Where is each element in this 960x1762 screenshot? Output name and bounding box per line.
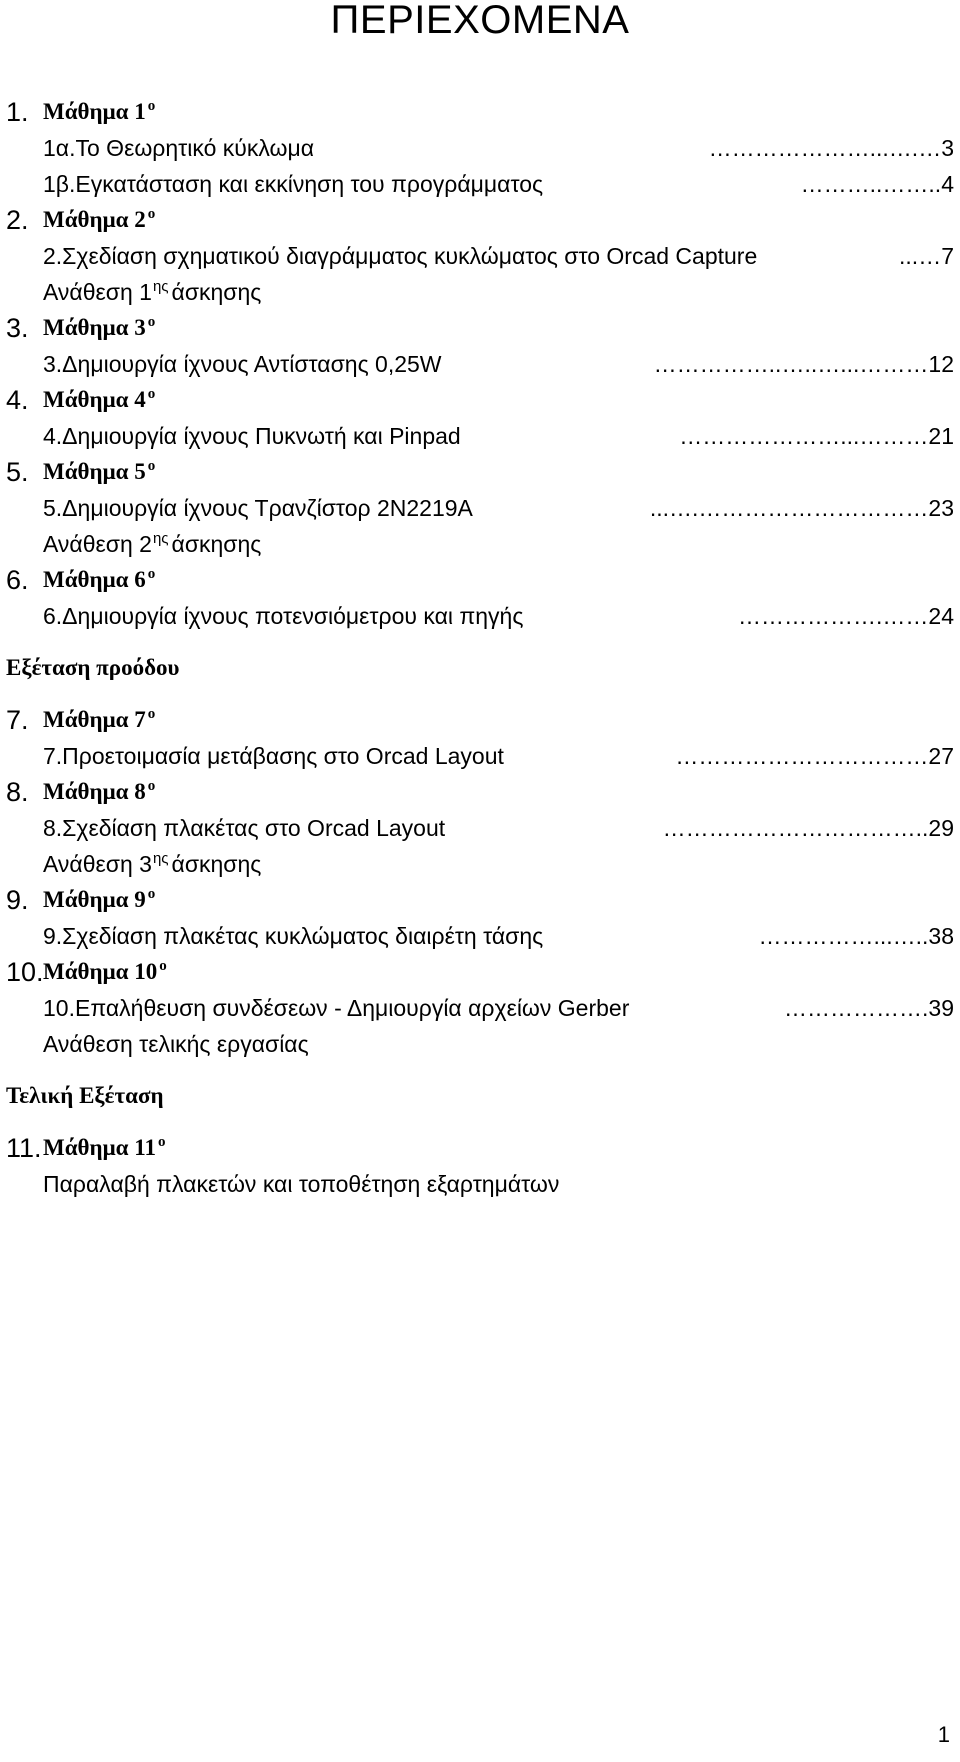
lesson-number: 7. [6,705,29,735]
lesson-heading-1 [0,94,960,130]
entry-text: 4.Δημιουργία ίχνους Πυκνωτή και Pinpad [43,423,461,449]
lesson-heading-6 [0,562,960,598]
entry-page: ...…7 [899,243,954,269]
entry-text: 10.Επαλήθευση συνδέσεων - Δημιουργία αρχείων Gerber [43,995,630,1021]
toc-entry[interactable] [0,810,960,846]
lesson-number: 6. [6,565,29,595]
lesson-title: Μάθημα 10 $^o$ [43,958,167,984]
lesson-number: 8. [6,777,29,807]
toc-entry[interactable] [0,238,960,274]
toc-entry[interactable] [0,346,960,382]
entry-page: ……………………………27 [675,743,954,769]
lesson-title: Μάθημα 8 $^o$ [43,778,156,804]
lesson-title: Μάθημα 4 $^o$ [43,386,156,412]
assignment-line: Ανάθεση $2^{\eta\varsigma}$ άσκησης [43,530,262,557]
lesson-heading-4 [0,382,960,418]
entry-page: …………………...….…3 [708,135,954,161]
entry-page: ……………….39 [784,995,954,1021]
toc-entry[interactable] [0,130,960,166]
lesson-number: 2. [6,205,29,235]
toc-entry[interactable] [0,490,960,526]
toc-entry[interactable] [0,418,960,454]
lesson-title: Μάθημα 6 $^o$ [43,566,156,592]
entry-page: ……………………………..29 [662,815,954,841]
entry-page: ……………….……24 [738,603,954,629]
lesson-number: 9. [6,885,29,915]
entry-page: ...….…………………………23 [649,495,954,521]
lesson-title: Μάθημα 3 $^o$ [43,314,156,340]
lesson-heading-5 [0,454,960,490]
toc-entry[interactable] [0,166,960,202]
lesson-heading-2 [0,202,960,238]
lesson-title: Μάθημα 2 $^o$ [43,206,156,232]
lesson-title: Μάθημα 7 $^o$ [43,706,156,732]
lesson-title: Μάθημα 1 $^o$ [43,98,156,124]
entry-page: ………..……..4 [800,171,954,197]
entry-text: 1α.Το Θεωρητικό κύκλωμα [43,135,314,161]
lesson-heading-3 [0,310,960,346]
lesson-heading-7 [0,702,960,738]
entry-page: …………………...………21 [679,423,954,449]
lesson-number: 11. [6,1133,42,1163]
lesson-heading-8 [0,774,960,810]
lesson-number: 5. [6,457,29,487]
entry-text: 9.Σχεδίαση πλακέτας κυκλώματος διαιρέτη τάσης [43,923,544,949]
entry-text: 7.Προετοιμασία μετάβασης στο Orcad Layout [43,743,504,769]
section-heading-progress-exam: Εξέταση προόδου [6,655,180,680]
page-number: 1 [937,1722,950,1747]
toc-entry[interactable] [0,1166,960,1202]
lesson-title: Μάθημα 5 $^o$ [43,458,156,484]
entry-text: 3.Δημιουργία ίχνους Αντίστασης 0,25W [43,351,442,377]
page-title: ΠΕΡΙΕΧΟΜΕΝΑ [330,0,630,42]
assignment-line: Ανάθεση $1^{\eta\varsigma}$ άσκησης [43,278,262,305]
toc-entry[interactable] [0,738,960,774]
lesson-number: 10. [6,957,44,987]
lesson-heading-11 [0,1130,960,1166]
toc-entry[interactable] [0,598,960,634]
final-assignment-line: Ανάθεση τελικής εργασίας [43,1031,309,1057]
lesson-number: 4. [6,385,29,415]
assignment-line: Ανάθεση $3^{\eta\varsigma}$ άσκησης [43,850,262,877]
lesson-heading-10 [0,954,960,990]
lesson-number: 1. [6,97,29,127]
entry-text: 2.Σχεδίαση σχηματικού διαγράμματος κυκλώματος στο Orcad Capture [43,243,758,269]
table-of-contents [0,94,960,1202]
entry-page: ……………...…..38 [758,923,954,949]
lesson-number: 3. [6,313,29,343]
entry-text: Παραλαβή πλακετών και τοποθέτηση εξαρτημάτων [43,1171,560,1197]
entry-text: 5.Δημιουργία ίχνους Τρανζίστορ 2N2219A [43,495,473,521]
section-heading-final-exam: Τελική Εξέταση [6,1083,164,1108]
toc-entry[interactable] [0,918,960,954]
entry-text: 8.Σχεδίαση πλακέτας στο Orcad Layout [43,815,446,841]
lesson-title: Μάθημα 9 $^o$ [43,886,156,912]
entry-text: 6.Δημιουργία ίχνους ποτενσιόμετρου και πηγής [43,603,524,629]
lesson-heading-9 [0,882,960,918]
lesson-title: Μάθημα 11 $^o$ [43,1134,166,1160]
toc-entry[interactable] [0,990,960,1026]
entry-text: 1β.Εγκατάσταση και εκκίνηση του προγράμματος [43,171,544,197]
entry-page: ……………..…..…...………12 [653,351,954,377]
